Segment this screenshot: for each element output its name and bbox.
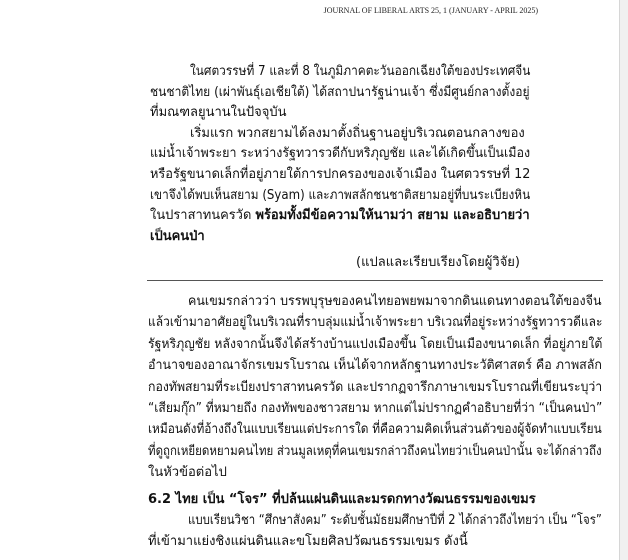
paragraph-line: “เสียมกุ๊ก” ที่หมายถึง กองทัพของชาวสยาม หากแต่ไม่ปรากฏคำอธิบายที่ว่า “เป็นคนป่า” xyxy=(148,400,603,416)
paragraph-line: กองทัพสยามที่ระเบียงปราสาทนครวัด และปรากฏจารึกภาษาเขมรโบราณที่เขียนระบุว่า xyxy=(148,379,603,395)
quote-line: ที่มณฑลยูนานในปัจจุบัน xyxy=(150,105,287,121)
quote-line: เขาจึงได้พบเห็นสยาม (Syam) และภาพสลักชนชาติสยามอยู่ที่บนระเบียงหิน xyxy=(150,187,531,203)
paragraph-line: ที่ดูถูกเหยียดหยามคนไทย ส่วนมูลเหตุที่คนเขมรกล่าวถึงคนไทยว่าเป็นคนป่านั้น จะได้กล่าวถึง xyxy=(148,443,602,459)
section-paragraph xyxy=(148,510,602,553)
running-header: JOURNAL OF LIBERAL ARTS 25, 1 (JANUARY - APRIL 2025) xyxy=(323,6,538,15)
scrollbar-track[interactable] xyxy=(619,0,628,560)
quote-line: ในศตวรรษที่ 7 และที่ 8 ในภูมิภาคตะวันออกเฉียงใต้ของประเทศจีน xyxy=(190,64,531,79)
block-quote xyxy=(150,62,530,274)
paragraph-line: แบบเรียนวิชา “ศึกษาสังคม” ระดับชั้นมัธยมศึกษาปีที่ 2 ได้กล่าวถึงไทยว่า เป็น “โจร” xyxy=(188,513,602,528)
quote-line: แม่น้ำเจ้าพระยา ระหว่างรัฐทวารวดีกับหริภุญชัย และได้เกิดขึ้นเป็นเมือง xyxy=(150,146,531,162)
paragraph-line: แล้วเข้ามาอาศัยอยู่ในบริเวณที่ราบลุ่มแม่น้ำเจ้าพระยา บริเวณที่อยู่ระหว่างรัฐทวารวดีและ xyxy=(148,315,603,331)
quote-line xyxy=(150,206,528,227)
paragraph-line: ที่เข้ามาแย่งชิงแผ่นดินและขโมยศิลปวัฒนธรรมเขมร ดังนี้ xyxy=(148,534,468,550)
quote-line: ชนชาติไทย (เผ่าพันธุ์เอเชียใต้) ได้สถาปนารัฐน่านเจ้า ซึ่งมีศูนย์กลางตั้งอยู่ xyxy=(150,84,530,100)
quote-attribution: (แปลและเรียบเรียงโดยผู้วิจัย) xyxy=(356,255,520,271)
quote-text: ในปราสาทนครวัด xyxy=(150,208,256,224)
paragraph-line: เหมือนดังที่อ้างถึงในแบบเรียนแต่ประการใด ที่คือความคิดเห็นส่วนตัวของผู้จัดทำแบบเรียน xyxy=(148,422,602,438)
quote-line: หรือรัฐขนาดเล็กที่อยู่ภายใต้การปกครองของเจ้าเมือง ในศตวรรษที่ 12 xyxy=(150,166,531,182)
section-heading: 6.2 ไทย เป็น “โจร” ที่ปล้นแผ่นดินและมรดกทางวัฒนธรรมของเขมร xyxy=(148,492,536,507)
body-paragraph xyxy=(148,291,602,484)
paragraph-line: คนเขมรกล่าวว่า บรรพบุรุษของคนไทยอพยพมาจากดินแดนทางตอนใต้ของจีน xyxy=(188,294,602,309)
paragraph-line: อำนาจของอาณาจักรเขมรโบราณ เห็นได้จากหลักฐานทางประวัติศาสตร์ คือ ภาพสลัก xyxy=(148,358,602,374)
paragraph-line: รัฐหริภุญชัย หลังจากนั้นจึงได้สร้างบ้านแปงเมืองขึ้น โดยเป็นเมืองขนาดเล็ก ที่อยู่ภายใต้ xyxy=(148,336,603,352)
horizontal-divider xyxy=(147,280,603,281)
quote-line: เริ่มแรก พวกสยามได้ลงมาตั้งถิ่นฐานอยู่บริเวณตอนกลางของ xyxy=(190,125,525,141)
quote-emphasis-line: เป็นคนป่า xyxy=(150,228,205,244)
paragraph-line: ในหัวข้อต่อไป xyxy=(148,465,227,481)
quote-emphasis: พร้อมทั้งมีข้อความให้นามว่า สยาม และอธิบายว่า xyxy=(255,208,530,224)
